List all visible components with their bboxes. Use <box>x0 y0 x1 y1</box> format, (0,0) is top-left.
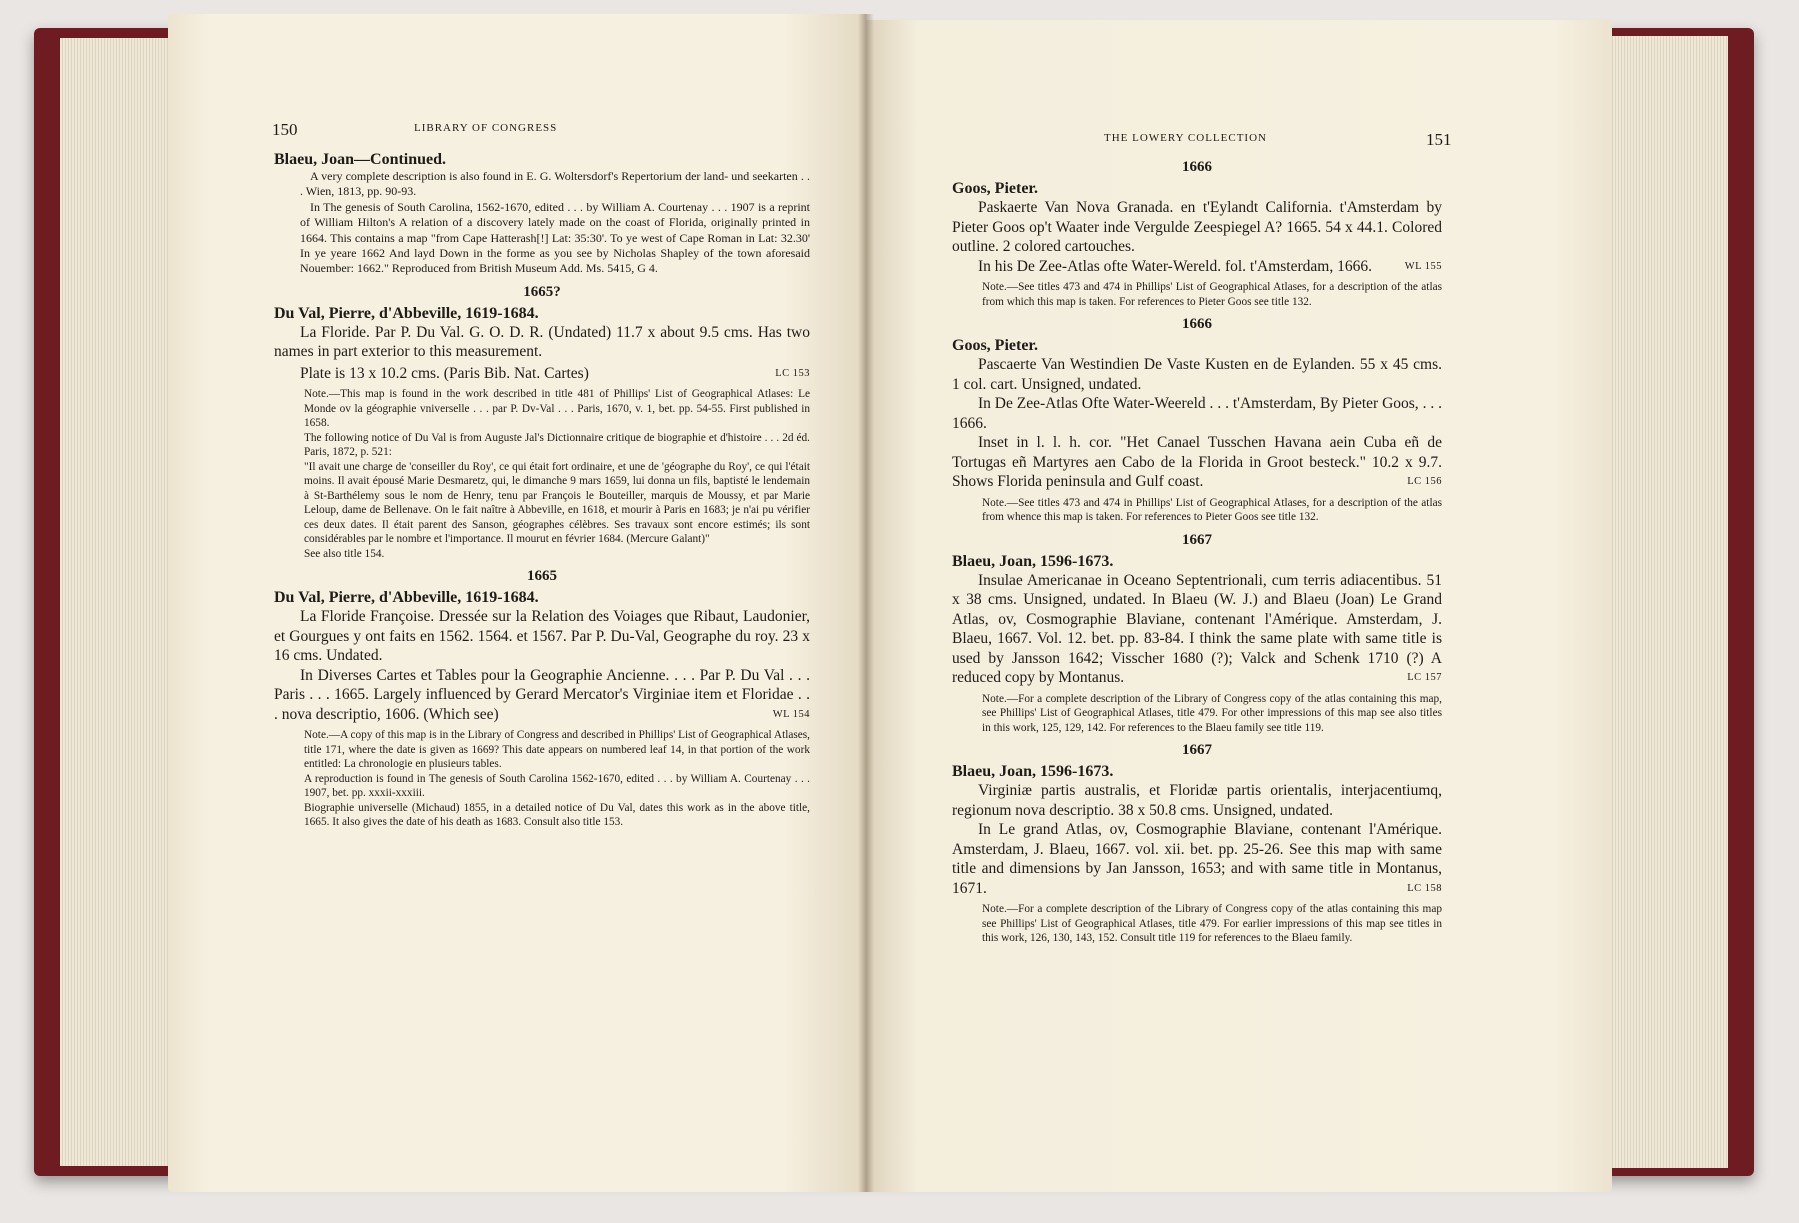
right-page <box>866 20 1612 1192</box>
note-paragraph: See also title 154. <box>304 547 385 560</box>
entry-plate <box>274 364 810 384</box>
entry-body: Pascaerte Van Westindien De Vaste Kusten en de Eylanden. 55 x 45 cms. 1 col. cart. Unsigned, undated. <box>952 356 1442 393</box>
year-heading: 1667 <box>1182 742 1212 758</box>
entry-body-text: In Le grand Atlas, ov, Cosmographie Blaviane, contenant l'Amérique. Amsterdam, J. Blaeu, 1667. vol. xii. bet. pp. 25-26. See this map with same title and dimensions by Jan Jansson, 1653; and with same title in Montanus, 1671. <box>952 821 1442 897</box>
catalog-citation: LC 158 <box>1407 882 1442 894</box>
year-heading: 1665 <box>527 568 557 585</box>
entry-body-text: In his De Zee-Atlas ofte Water-Wereld. fol. t'Amsterdam, 1666. <box>978 257 1372 275</box>
entry-title: Goos, Pieter. <box>952 337 1039 354</box>
note-paragraph: Note.—For a complete description of the Library of Congress copy of the atlas containing this map see Phillips' List of Geographical Atlases, title 479. For earlier impressions of this map see titles in this work, 126, 130, 143, 152. Consult title 119 for references to the Blaeu family. <box>982 903 1442 944</box>
entry-title: Blaeu, Joan, 1596-1673. <box>952 552 1114 570</box>
entry-title: Du Val, Pierre, d'Abbeville, 1619-1684. <box>274 304 539 322</box>
right-page-number: 151 <box>1426 130 1452 149</box>
note-paragraph: Biographie universelle (Michaud) 1855, in a detailed notice of Du Val, dates this work as in the above title, 1665. It also gives the date of his death as 1683. Consult also title 153. <box>304 801 810 829</box>
right-running-head: THE LOWERY COLLECTION <box>1104 132 1267 144</box>
note-paragraph: Note.—See titles 473 and 474 in Phillips' List of Geographical Atlases, for a description of the atlas from whence this map is taken. For references to Pieter Goos see title 132. <box>982 496 1442 523</box>
note-paragraph: A reproduction is found in The genesis of South Carolina 1562-1670, edited . . . by William A. Courtenay . . . 1907, bet. pp. xxxii-xxxiii. <box>304 772 810 800</box>
continued-title: Blaeu, Joan—Continued. <box>274 151 447 168</box>
entry-body <box>952 257 1442 277</box>
continued-line: In The genesis of South Carolina, 1562-1670, edited . . . by William A. Courtenay . . . 1907 is a reprint of William Hilton's A relation of a discovery lately made on the coast of Florida, originally printed in 1664. This contains a map "from Cape Hatterash[!] Lat: 35:30'. To ye west of Cape Roman in Lat: 32.30' In ye yeare 1662 And layd Down in the forme as you see by Nicholas Shapley of the town aforesaid Nouember: 1662." Reproduced from British Museum Add. Ms. 5415, G 4. <box>300 199 810 276</box>
note-paragraph: The following notice of Du Val is from Auguste Jal's Dictionnaire critique de biographie et d'histoire . . . 2d éd. Paris, 1872, p. 521: <box>304 431 810 459</box>
entry-body-text: In Diverses Cartes et Tables pour la Geographie Ancienne. . . . Par P. Du Val . . . Paris . . . 1665. Largely influenced by Gerard Mercator's Virginiae item et Floridae . . . nova descriptio, 1606. (Which see) <box>274 666 810 723</box>
book-gutter <box>858 14 874 1192</box>
year-heading: 1666 <box>1182 316 1212 332</box>
catalog-citation: LC 153 <box>775 367 810 379</box>
year-heading: 1666 <box>1182 159 1212 175</box>
left-page <box>168 14 866 1192</box>
year-heading: 1665? <box>523 283 561 300</box>
entry-body: Paskaerte Van Nova Granada. en t'Eylandt California. t'Amsterdam by Pieter Goos op't Waater inde Vergulde Zeespiegel A? 1665. 54 x 44.1. Colored outline. 2 colored cartouches. <box>952 199 1442 255</box>
note-paragraph: "Il avait une charge de 'conseiller du Roy', ce qui était fort ordinaire, et une de 'géographe du Roy', ce qui l'était moins. Il avait épousé Marie Desmaretz, qui, le dimanche 9 mars 1659, lui donna un fils, baptisté le lendemain à St-Barthélemy sous le nom de Henry, tenu par François le Bouteiller, marquis de Moussy, et par Marie Leloup, dame de Bellenave. On le fait naître à Abbeville, en 1618, et mourir à Paris en 1683; je n'ai pu vérifier ces deux dates. Il était parent des Sanson, géographes célèbres. Ses travaux sont encore estimés; ils sont considérables par le nombre et l'importance. Il mourut en février 1684. (Mercure Galant)" <box>304 460 810 546</box>
entry-body <box>274 666 810 725</box>
note-paragraph: Note.—A copy of this map is in the Library of Congress and described in Phillips' List of Geographical Atlases, title 171, where the date is given as 1669? This date appears on numbered leaf 14, in that portion of the work entitled: La chronologie en plusieurs tables. <box>304 729 810 771</box>
catalog-citation: LC 157 <box>1407 672 1442 683</box>
continued-line: A very complete description is also found in E. G. Woltersdorf's Repertorium der land- und seekarten . . . Wien, 1813, pp. 90-93. <box>300 169 810 199</box>
entry-body <box>952 820 1442 898</box>
left-page-text <box>274 150 810 830</box>
year-heading: 1667 <box>1182 531 1212 548</box>
note-paragraph: Note.—This map is found in the work described in title 481 of Phillips' List of Geographical Atlases: Le Monde ov la géographie vniverselle . . . par P. Dv-Val . . . Paris, 1670, v. 1, bet. pp. 54-55. First published in 1658. <box>304 388 810 430</box>
page-edges-left <box>60 38 180 1166</box>
entry-title: Goos, Pieter. <box>952 180 1039 197</box>
entry-body: La Floride. Par P. Du Val. G. O. D. R. (Undated) 11.7 x about 9.5 cms. Has two names in part exterior to this measurement. <box>274 323 810 361</box>
right-page-text <box>952 158 1442 946</box>
entry-body: La Floride Françoise. Dressée sur la Relation des Voiages que Ribaut, Laudonier, et Gourgues y ont faits en 1562. 1564. et 1567. Par P. Du-Val, Geographe du roy. 23 x 16 cms. Undated. <box>274 608 810 665</box>
catalog-citation: WL 155 <box>1404 260 1442 272</box>
entry-title: Du Val, Pierre, d'Abbeville, 1619-1684. <box>274 589 539 607</box>
catalog-citation: WL 154 <box>772 708 810 720</box>
entry-body: Virginiæ partis australis, et Floridæ partis orientalis, interjacentiumq, regionum nova descriptio. 38 x 50.8 cms. Unsigned, undated. <box>952 782 1442 819</box>
entry-body <box>952 571 1442 688</box>
note-paragraph: Note.—See titles 473 and 474 in Phillips' List of Geographical Atlases, for a description of the atlas from which this map is taken. For references to Pieter Goos see title 132. <box>982 281 1442 308</box>
left-running-head: LIBRARY OF CONGRESS <box>414 122 558 134</box>
entry-body: In De Zee-Atlas Ofte Water-Weereld . . . t'Amsterdam, By Pieter Goos, . . . 1666. <box>952 395 1442 432</box>
catalog-citation: LC 156 <box>1407 476 1442 487</box>
entry-plate-text: Plate is 13 x 10.2 cms. (Paris Bib. Nat. Cartes) <box>300 364 589 382</box>
entry-body-text: Insulae Americanae in Oceano Septentrionali, cum terris adiacentibus. 51 x 38 cms. Unsigned, undated. In Blaeu (W. J.) and Blaeu (Joan) Le Grand Atlas, ov, Cosmographie Blaviane, contenant l'Amérique. Amsterdam, J. Blaeu, 1667. Vol. 12. bet. pp. 83-84. I think the same plate with same title is used by Jansson 1642; Visscher 1680 (?); Valck and Schenk 1710 (?) A reduced copy by Montanus. <box>952 571 1442 686</box>
entry-body-text: Inset in l. l. h. cor. "Het Canael Tusschen Havana aein Cuba eñ de Tortugas eñ Martyres aen Cabo de la Florida in Groot besteck." 10.2 x 9.7. Shows Florida peninsula and Gulf coast. <box>952 434 1442 490</box>
left-page-number: 150 <box>272 120 298 139</box>
note-paragraph: Note.—For a complete description of the Library of Congress copy of the atlas containing this map, see Phillips' List of Geographical Atlases, title 479. For other impressions of this map see also titles in this work, 125, 129, 142. For references to the Blaeu family see title 119. <box>982 692 1442 734</box>
entry-body <box>952 433 1442 492</box>
entry-title: Blaeu, Joan, 1596-1673. <box>952 763 1114 780</box>
page-edges-right <box>1600 36 1728 1168</box>
